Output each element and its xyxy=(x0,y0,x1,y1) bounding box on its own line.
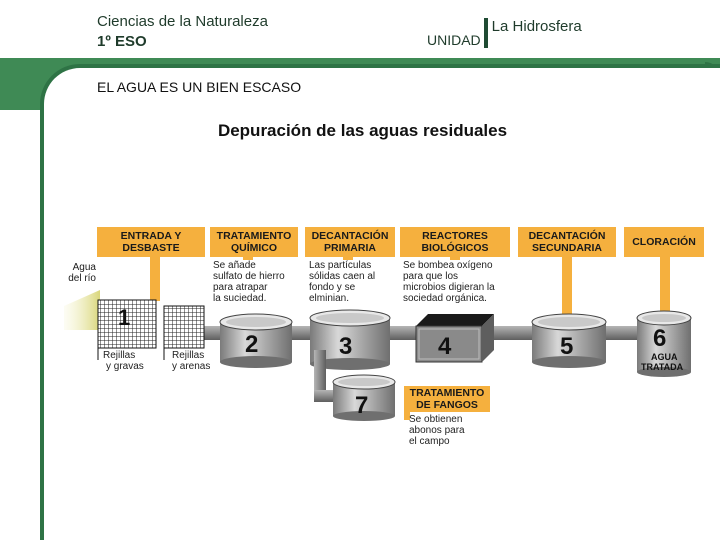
inlet-line1: Agua xyxy=(72,262,96,273)
stage-2-desc: Se añade sulfato de hierro para atrapar la suciedad. xyxy=(213,260,285,304)
stage-3-line1: DECANTACIÓN xyxy=(311,230,389,242)
stage-5-line2: SECUNDARIA xyxy=(531,242,602,254)
screen-sand xyxy=(164,306,204,348)
stage-3-desc: Las partículas sólidas caen al fondo y se elminian. xyxy=(309,260,376,304)
screen-sand-caption: Rejillas y arenas xyxy=(172,350,211,372)
stage-4-line1: REACTORES xyxy=(422,230,488,242)
unit-label: UNIDAD xyxy=(427,32,481,48)
inlet-line2: del río xyxy=(68,273,96,284)
screen-gravel-caption: Rejillas y gravas xyxy=(103,350,144,372)
tank-5-number: 5 xyxy=(560,333,574,360)
stage-6-line1: CLORACIÓN xyxy=(632,236,696,248)
stage-2-line1: TRATAMIENTO xyxy=(216,230,292,242)
tank-3-number: 3 xyxy=(339,333,353,360)
course-title: 1º ESO xyxy=(97,33,147,50)
stage-4-desc: Se bombea oxígeno para que los microbios digieran la sociedad orgánica. xyxy=(403,260,495,304)
diagram-title: Depuración de las aguas residuales xyxy=(217,121,508,140)
reactor-4-shape xyxy=(416,314,494,362)
inlet-water xyxy=(64,290,100,330)
stage-4-line2: BIOLÓGICOS xyxy=(421,242,489,254)
stage-2-line2: QUÍMICO xyxy=(230,242,278,254)
sludge-label: TRATAMIENTO DE FANGOS xyxy=(404,386,490,412)
sludge-desc: Se obtienen abonos para el campo xyxy=(409,414,465,447)
reactor-4-number: 4 xyxy=(438,333,452,360)
stage-3-line2: PRIMARIA xyxy=(324,242,376,254)
sludge-pipe-h xyxy=(314,390,336,402)
tank-7-number: 7 xyxy=(355,392,369,419)
tank-6-caption-1: AGUA xyxy=(651,352,678,362)
screen-1-number: 1 xyxy=(118,305,131,330)
tank-2-number: 2 xyxy=(245,331,259,358)
tank-6-number: 6 xyxy=(653,325,667,352)
subject-title: Ciencias de la Naturaleza xyxy=(97,13,268,30)
stage-5-line1: DECANTACIÓN xyxy=(528,230,606,242)
stage-1-line1: ENTRADA Y xyxy=(120,230,182,242)
section-title: EL AGUA ES UN BIEN ESCASO xyxy=(97,79,302,95)
tank-6-caption-2: TRATADA xyxy=(641,362,684,372)
stage-1-line2: DESBASTE xyxy=(122,242,180,254)
unit-name: La Hidrosfera xyxy=(491,18,582,35)
